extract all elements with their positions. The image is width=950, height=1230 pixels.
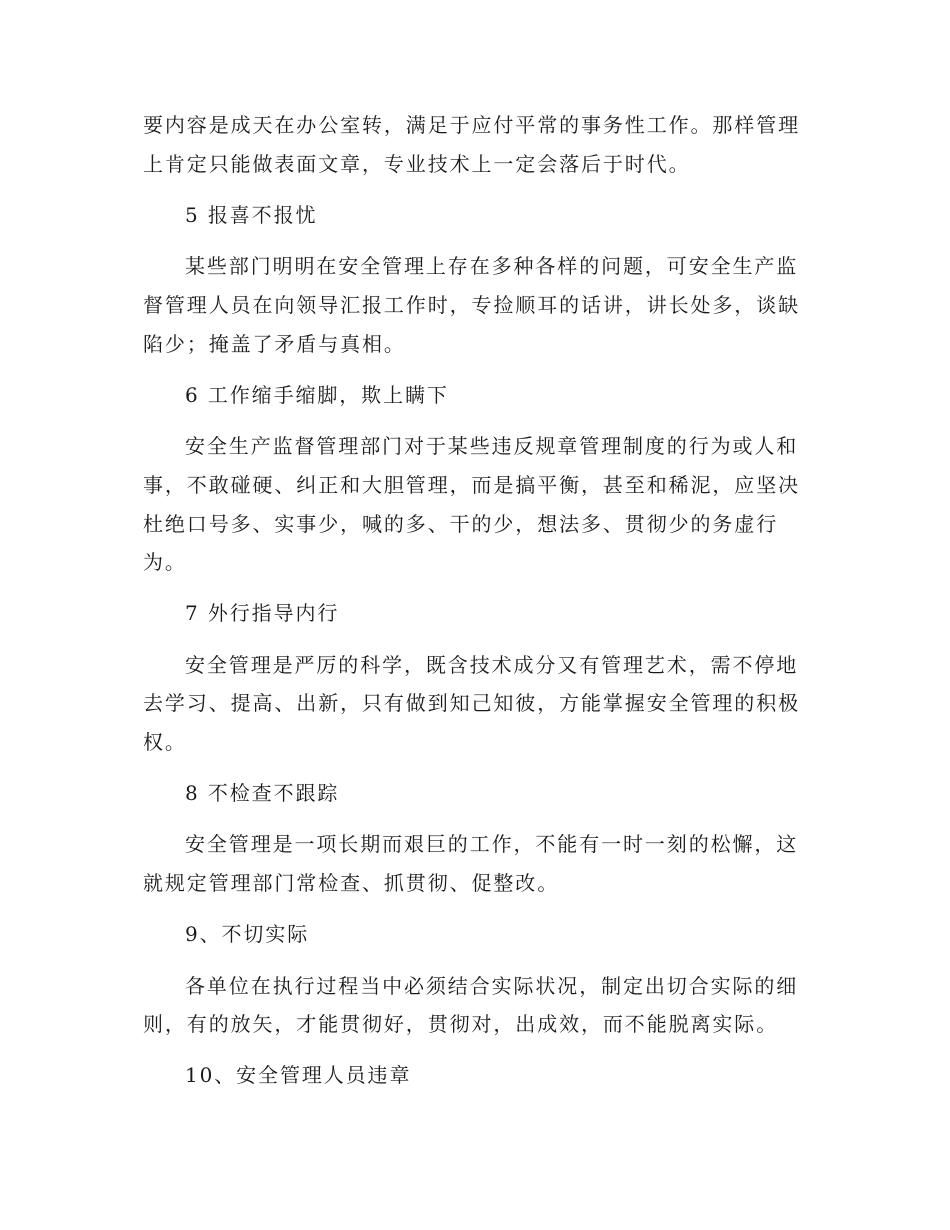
section-heading-7: 7 外行指导内行 xyxy=(185,601,340,625)
body-line: 安全生产监督管理部门对于某些违反规章管理制度的行为或人和 xyxy=(185,434,799,458)
body-line: 则，有的放矢，才能贯彻好，贯彻对，出成效，而不能脱离实际。 xyxy=(143,1012,779,1036)
body-line: 安全管理是严厉的科学，既含技术成分又有管理艺术，需不停地 xyxy=(185,653,799,677)
body-line: 事，不敢碰硬、纠正和大胆管理，而是搞平衡，甚至和稀泥，应坚决 xyxy=(143,473,800,497)
body-line: 去学习、提高、出新，只有做到知己知彼，方能掌握安全管理的积极 xyxy=(143,691,800,715)
section-heading-6: 6 工作缩手缩脚，欺上瞒下 xyxy=(185,383,449,407)
body-line: 权。 xyxy=(143,730,187,754)
body-line: 安全管理是一项长期而艰巨的工作，不能有一时一刻的松懈，这 xyxy=(185,832,799,856)
body-line: 督管理人员在向领导汇报工作时，专捡顺耳的话讲，讲长处多，谈缺 xyxy=(143,293,800,317)
body-line: 陷少；掩盖了矛盾与真相。 xyxy=(143,332,406,356)
body-line: 杜绝口号多、实事少，喊的多、干的少，想法多、贯彻少的务虚行 xyxy=(143,512,779,536)
section-heading-8: 8 不检查不跟踪 xyxy=(185,781,340,805)
section-heading-5: 5 报喜不报忧 xyxy=(185,203,318,227)
body-line: 各单位在执行过程当中必须结合实际状况，制定出切合实际的细 xyxy=(185,974,799,998)
body-line: 某些部门明明在安全管理上存在多种各样的问题，可安全生产监 xyxy=(185,254,799,278)
body-line: 就规定管理部门常检查、抓贯彻、促整改。 xyxy=(143,871,560,895)
section-heading-10: 10、安全管理人员违章 xyxy=(185,1063,412,1087)
body-line: 为。 xyxy=(143,550,187,574)
body-line: 上肯定只能做表面文章，专业技术上一定会落后于时代。 xyxy=(143,152,691,176)
section-heading-9: 9、不切实际 xyxy=(185,922,310,946)
body-line: 要内容是成天在办公室转，满足于应付平常的事务性工作。那样管理 xyxy=(143,113,800,137)
